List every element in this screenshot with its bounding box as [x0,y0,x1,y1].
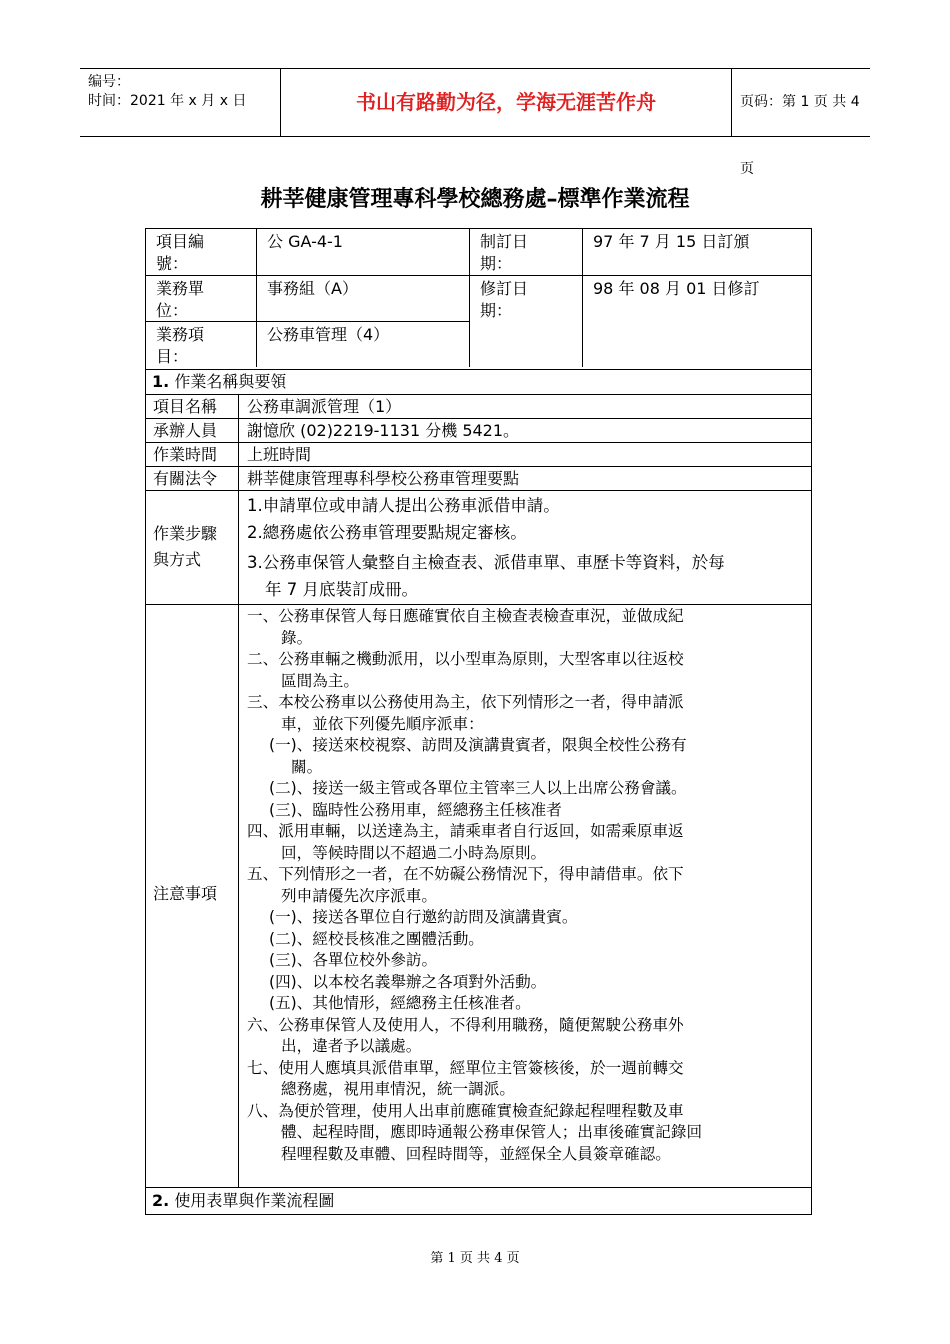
notes-content: 一、公務車保管人每日應確實依自主檢查表檢查車況，並做成紀 錄。 二、公務車輛之機動派用，以小型車為原則，大型客車以往返校 區間為主。 三、本校公務車以公務使用為主，依下列情形之一者，得申請派 車，並依下列優先順序派車： (一)、接送來校視察、訪問及演講貴賓者，限與全校性公務有 關。 (二)、接送一級主管或各單位主管率三人以上出席公務會議。 (三)、臨時性公務用車，經總務主任核准者 四、派用車輛，以送達為主，請乘車者自行返回，如需乘原車返 回，等候時間以不超過二小時為原則。 五、下列情形之一者，在不妨礙公務情況下，得申請借車。依下 列申請優先次序派車。 (一)、接送各單位自行邀約訪問及演講貴賓。 (二)、經校長核准之團體活動。 (三)、各單位校外參訪。 (四)、以本校名義舉辦之各項對外活動。 (五)、其他情形，經總務主任核准者。 六、公務車保管人及使用人，不得利用職務，隨便駕駛公務車外 出，違者予以議處。 七、使用人應填具派借車單，經單位主管簽核後，於一週前轉交 總務處，視用車情況，統一調派。 八、為便於管理，使用人出車前應確實檢查紀錄起程哩程數及車 體、起程時間，應即時通報公務車保管人；出車後確實記錄回 程哩程數及車體、回程時間等，並經保全人員簽章確認。 [238,604,811,1187]
step-2: 2.總務處依公務車管理要點規定審核。 [247,523,527,542]
unit-value: 事務組（A） [256,275,469,321]
regulation-value: 耕莘健康管理專科學校公務車管理要點 [238,466,811,490]
note-5-5: (五)、其他情形，經總務主任核准者。 [269,994,531,1012]
note-7: 七、使用人應填具派借車單，經單位主管簽核後，於一週前轉交 [247,1058,684,1077]
handler-value: 謝憶欣 (02)2219-1131 分機 5421。 [238,418,811,442]
note-4: 四、派用車輛，以送達為主，請乘車者自行返回，如需乘原車返 [247,822,684,840]
rev-date-value: 98 年 08 月 01 日修訂 [582,275,811,367]
handler-label: 承辦人員 [146,418,238,442]
item-no-value: 公 GA-4-1 [256,229,469,275]
work-time-value: 上班時間 [238,442,811,466]
note-8: 八、為便於管理，使用人出車前應確實檢查紀錄起程哩程數及車 [247,1101,684,1120]
note-1: 一、公務車保管人每日應確實依自主檢查表檢查車況，並做成紀 [247,607,684,625]
note-3: 三、本校公務車以公務使用為主，依下列情形之一者，得申請派 [247,693,684,711]
note-5: 五、下列情形之一者，在不妨礙公務情況下，得申請借車。依下 [247,865,684,883]
note-3-1: (一)、接送來校視察、訪問及演講貴賓者，限與全校性公務有 [269,736,687,754]
section-1-heading: 1. 作業名稱與要領 [146,369,811,394]
note-5-3: (三)、各單位校外參訪。 [269,951,438,969]
regulation-label: 有關法令 [146,466,238,490]
set-date-value: 97 年 7 月 15 日訂頒 [582,229,811,275]
number-label: 编号： [88,74,130,90]
note-5-4: (四)、以本校名義舉辦之各項對外活動。 [269,972,547,991]
project-name-label: 項目名稱 [146,394,238,418]
business-item-label: 業務項目： [146,321,256,367]
unit-label: 業務單位： [146,275,256,321]
set-date-label: 制訂日期： [469,229,582,275]
project-name-value: 公務車調派管理（1） [238,394,811,418]
motto: 书山有路勤为径，学海无涯苦作舟 [280,69,732,136]
work-time-label: 作業時間 [146,442,238,466]
header-meta [80,69,280,136]
notes-label: 注意事項 [146,604,238,1187]
page-footer: 第 1 页 共 4 页 [430,1251,520,1266]
note-6: 六、公務車保管人及使用人，不得利用職務，隨便駕駛公務車外 [247,1015,684,1034]
note-3-2: (二)、接送一級主管或各單位主管率三人以上出席公務會議。 [269,779,687,797]
document-title: 耕莘健康管理專科學校總務處–標準作業流程 [260,187,690,212]
steps-label: 作業步驟 與方式 [146,490,238,604]
step-3-cont: 年 7 月底裝訂成冊。 [265,580,418,599]
page-header [80,68,870,177]
note-5-2: (二)、經校長核准之團體活動。 [269,929,484,948]
business-item-value: 公務車管理（4） [256,321,469,367]
steps-content [238,490,811,604]
step-1: 1.申請單位或申請人提出公務車派借申請。 [247,496,560,515]
page-info: 页码：第 1 页 共 4 页 [740,94,860,177]
rev-date-label: 修訂日期： [469,275,582,367]
note-5-1: (一)、接送各單位自行邀約訪問及演講貴賓。 [269,908,578,926]
item-no-label: 項目編號： [156,232,205,273]
sop-table [145,228,812,1215]
note-2: 二、公務車輛之機動派用，以小型車為原則，大型客車以往返校 [247,650,684,668]
section-2-heading: 2. 使用表單與作業流程圖 [146,1187,811,1214]
time-label: 时间：2021 年 x 月 x 日 [88,93,247,109]
note-3-3: (三)、臨時性公務用車，經總務主任核准者 [269,800,562,819]
step-3: 3.公務車保管人彙整自主檢查表、派借車單、車歷卡等資料，於每 [247,553,725,572]
